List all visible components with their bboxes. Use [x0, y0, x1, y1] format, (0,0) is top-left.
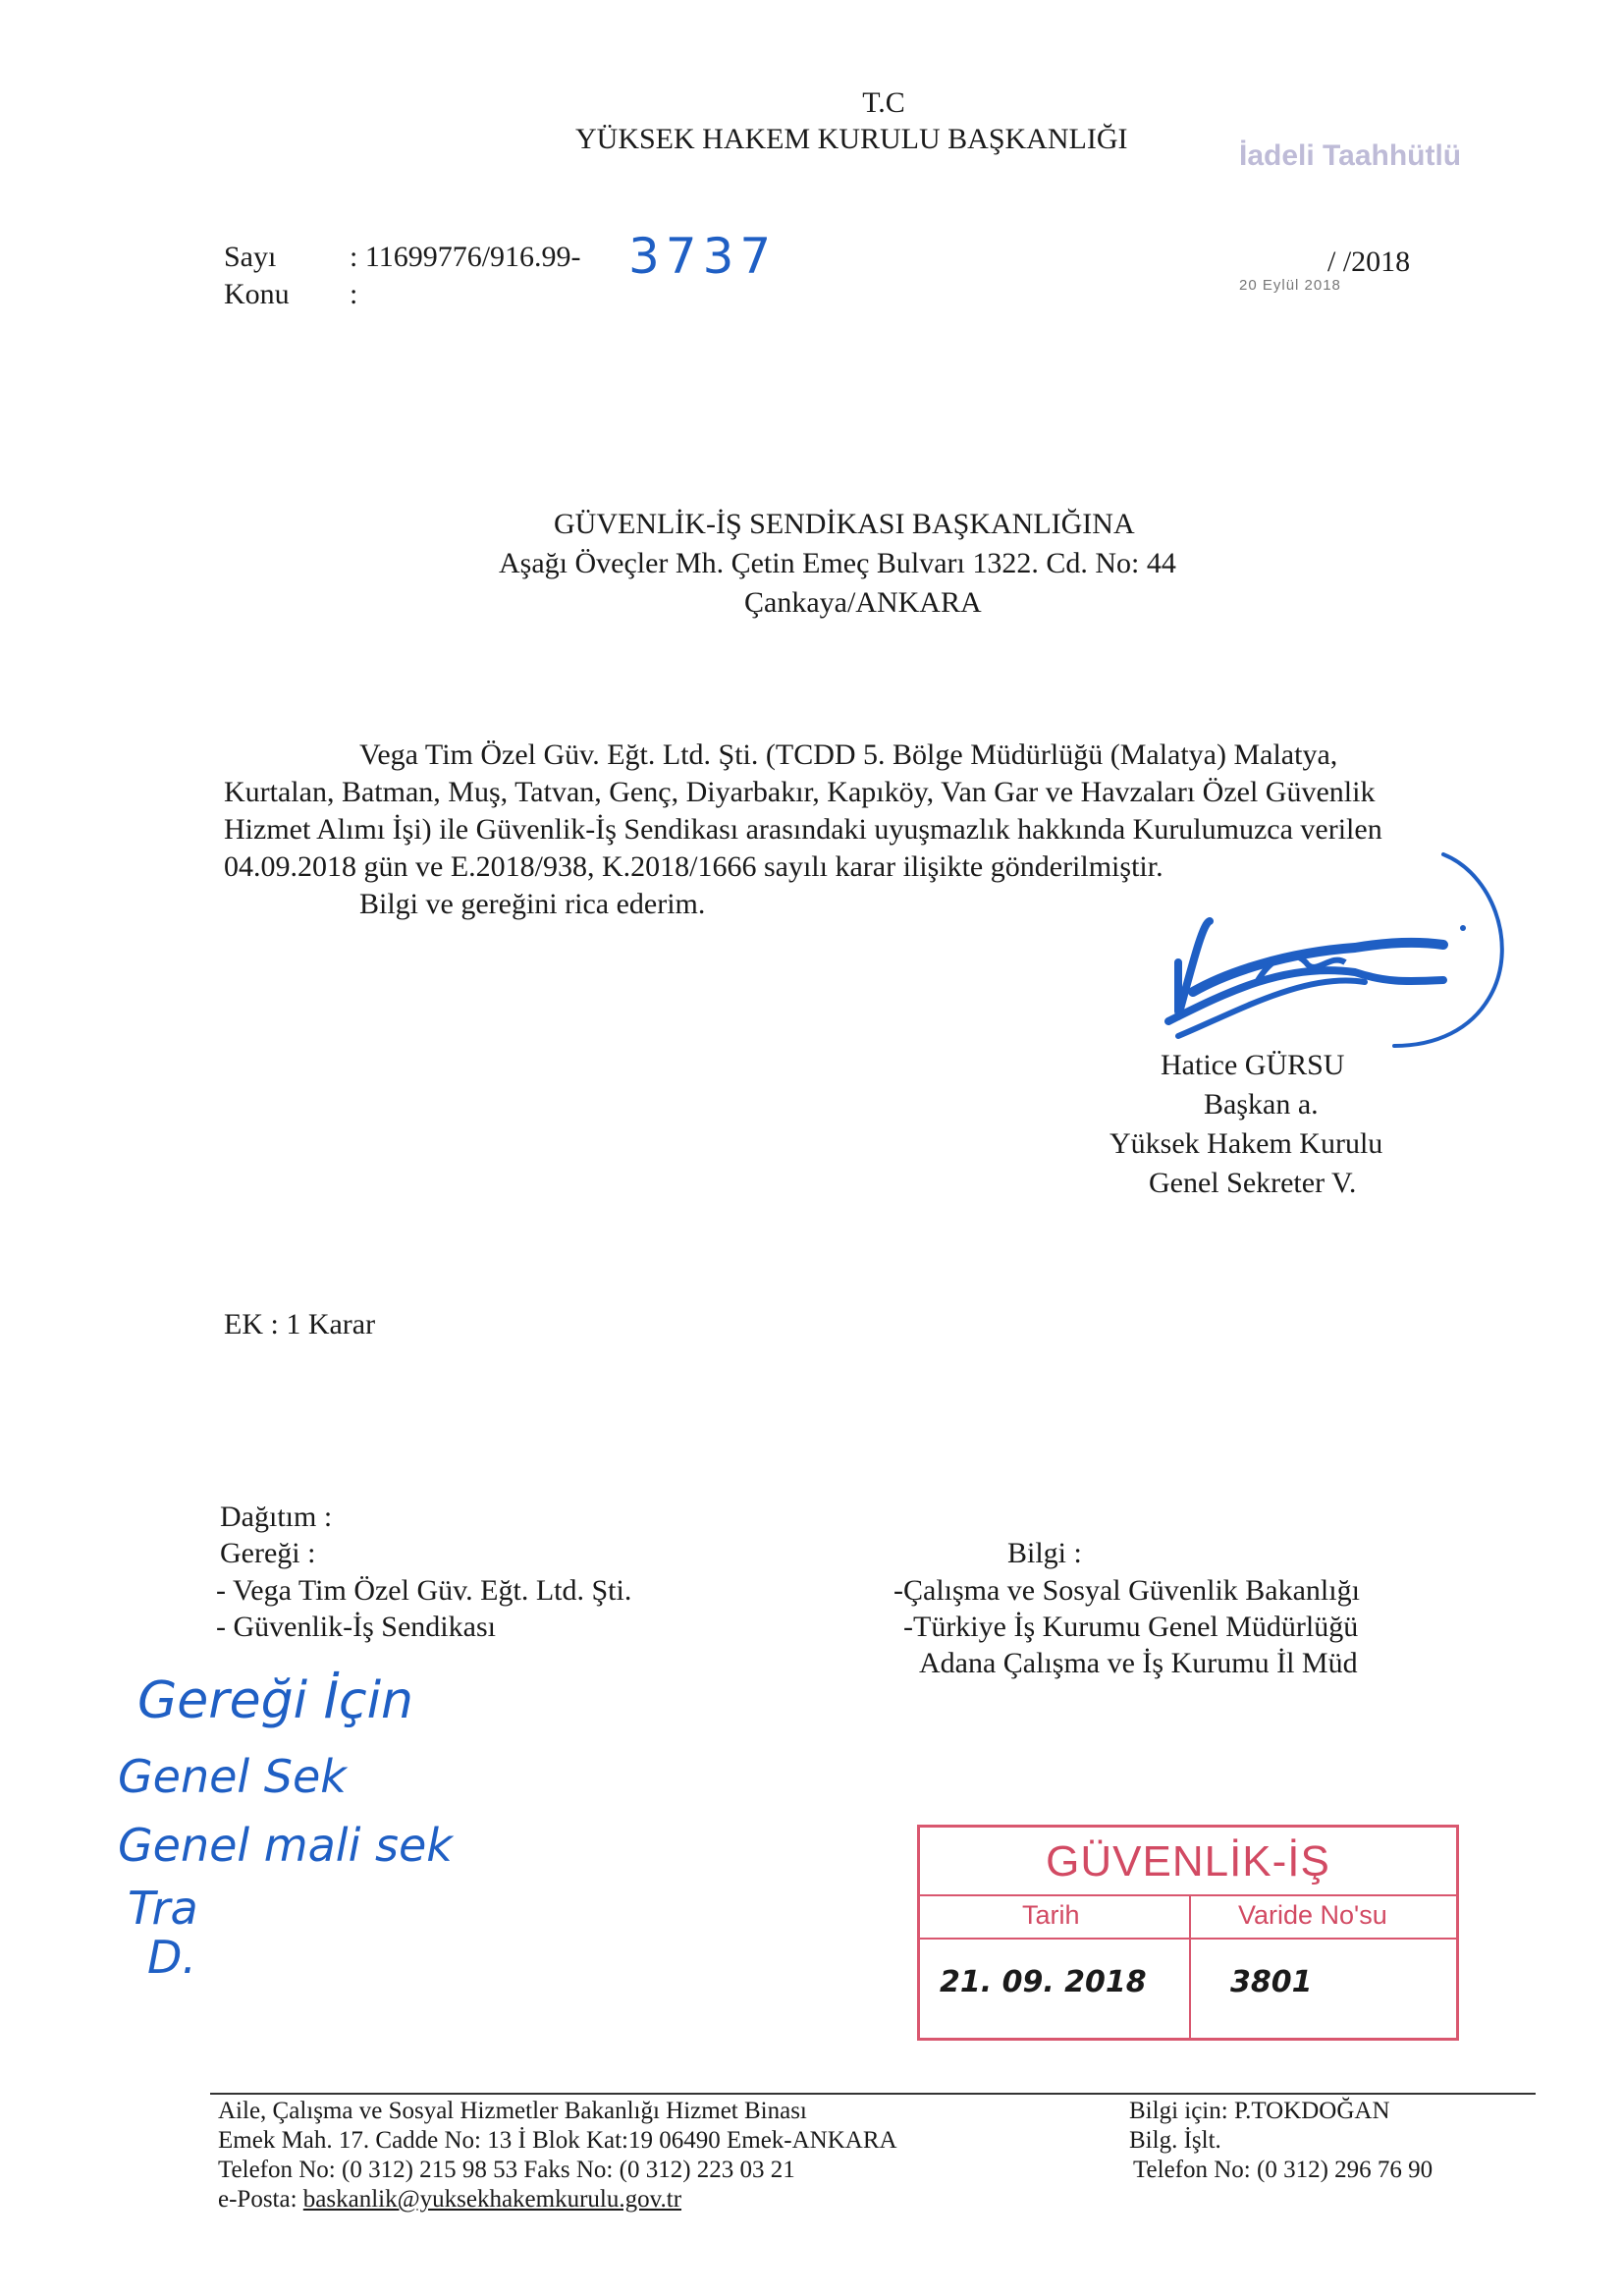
date-stamp: 20 Eylül 2018 — [1239, 277, 1341, 294]
sayi-handwritten: 3737 — [628, 228, 778, 285]
signer-title-3: Genel Sekreter V. — [1149, 1167, 1357, 1199]
sayi-value: : 11699776/916.99- — [350, 241, 581, 273]
receipt-stamp-title: GÜVENLİK-İŞ — [1046, 1837, 1330, 1886]
footer-email-row — [218, 2186, 681, 2214]
konu-label: Konu — [224, 278, 290, 310]
recipient-address: Aşağı Öveçler Mh. Çetin Emeç Bulvarı 1322. Cd. No: 44 — [499, 547, 1176, 579]
footer-divider — [210, 2093, 1536, 2095]
konu-value: : — [350, 278, 358, 310]
bilgi-item-1: -Çalışma ve Sosyal Güvenlik Bakanlığı — [893, 1574, 1360, 1607]
handwritten-note-line-1: Gereği İçin — [137, 1671, 413, 1730]
body-line-5: Bilgi ve gereğini rica ederim. — [359, 888, 706, 920]
gereği-item-2: - Güvenlik-İş Sendikası — [216, 1611, 496, 1643]
gereği-label: Gereği : — [220, 1537, 316, 1569]
receipt-date-value: 21. 09. 2018 — [940, 1965, 1147, 1999]
header-tc: T.C — [862, 86, 905, 119]
footer-phone: Telefon No: (0 312) 215 98 53 Faks No: (0 312) 223 03 21 — [218, 2157, 795, 2183]
footer-email-label: e-Posta: — [218, 2186, 298, 2213]
registered-mail-stamp: İadeli Taahhütlü — [1239, 139, 1462, 172]
footer-address-2: Emek Mah. 17. Cadde No: 13 İ Blok Kat:19 06490 Emek-ANKARA — [218, 2127, 897, 2154]
sayi-label: Sayı — [224, 241, 277, 273]
receipt-number-value: 3801 — [1230, 1965, 1313, 1999]
document-date: / /2018 — [1327, 246, 1411, 278]
footer-address-1: Aile, Çalışma ve Sosyal Hizmetler Bakanlığı Hizmet Binası — [218, 2098, 807, 2124]
signature-image — [1031, 835, 1542, 1061]
receipt-date-label: Tarih — [1022, 1900, 1080, 1930]
footer-contact-name: Bilgi için: P.TOKDOĞAN — [1129, 2098, 1390, 2124]
handwritten-note-line-4: Tra — [128, 1882, 198, 1935]
signer-title-2: Yüksek Hakem Kurulu — [1109, 1127, 1383, 1160]
distribution-label: Dağıtım : — [220, 1501, 333, 1533]
receipt-stamp — [917, 1825, 1459, 2041]
stamp-divider — [920, 1938, 1456, 1940]
recipient-city: Çankaya/ANKARA — [744, 586, 982, 619]
signer-name: Hatice GÜRSU — [1161, 1049, 1345, 1081]
footer-contact-unit: Bilg. İşlt. — [1129, 2127, 1221, 2154]
handwritten-note-line-2: Genel Sek — [118, 1750, 347, 1803]
footer-email-link[interactable]: baskanlik@yuksekhakemkurulu.gov.tr — [302, 2186, 682, 2213]
recipient-name: GÜVENLİK-İŞ SENDİKASI BAŞKANLIĞINA — [554, 508, 1135, 540]
bilgi-label: Bilgi : — [1007, 1537, 1082, 1569]
gereği-item-1: - Vega Tim Özel Güv. Eğt. Ltd. Şti. — [216, 1574, 632, 1607]
attachment: EK : 1 Karar — [224, 1308, 376, 1340]
stamp-divider — [920, 1894, 1456, 1896]
body-line-1: Vega Tim Özel Güv. Eğt. Ltd. Şti. (TCDD 5. Bölge Müdürlüğü (Malatya) Malatya, — [359, 738, 1338, 771]
receipt-number-label: Varide No'su — [1238, 1900, 1387, 1930]
signer-title-1: Başkan a. — [1204, 1088, 1319, 1121]
body-line-2: Kurtalan, Batman, Muş, Tatvan, Genç, Diyarbakır, Kapıköy, Van Gar ve Havzaları Özel Güvenlik — [224, 776, 1376, 808]
handwritten-note-line-3: Genel mali sek — [118, 1819, 453, 1872]
body-line-3: Hizmet Alımı İşi) ile Güvenlik-İş Sendikası arasındaki uyuşmazlık hakkında Kurulumuzca verilen — [224, 813, 1382, 846]
stamp-divider — [1189, 1894, 1191, 2038]
header-institution: YÜKSEK HAKEM KURULU BAŞKANLIĞI — [575, 123, 1128, 155]
handwritten-note-line-5: D. — [147, 1931, 197, 1984]
footer-contact-phone: Telefon No: (0 312) 296 76 90 — [1133, 2157, 1434, 2183]
bilgi-item-3: Adana Çalışma ve İş Kurumu İl Müd — [919, 1647, 1358, 1679]
body-line-4: 04.09.2018 gün ve E.2018/938, K.2018/1666 sayılı karar ilişikte gönderilmiştir. — [224, 850, 1163, 883]
bilgi-item-2: -Türkiye İş Kurumu Genel Müdürlüğü — [903, 1611, 1359, 1643]
